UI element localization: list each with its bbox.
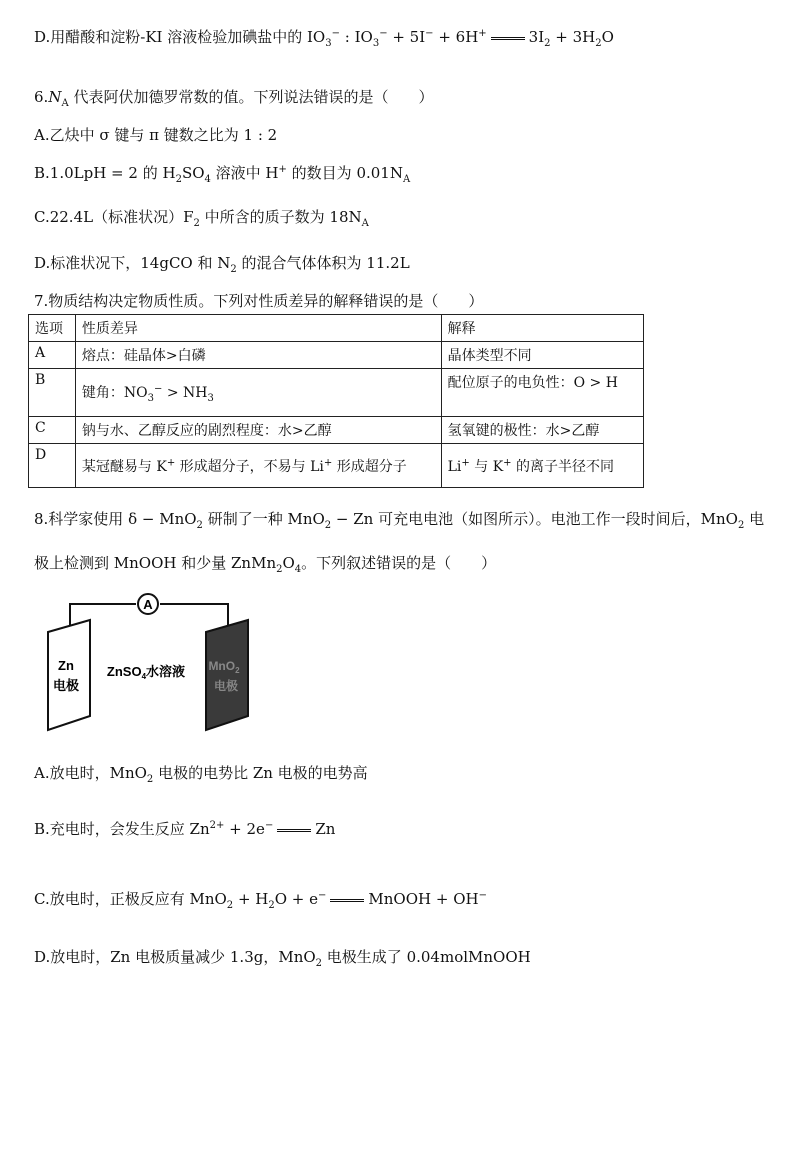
table-header-row [29, 315, 644, 342]
table-header: 选项 [29, 315, 76, 342]
q8-stem-line2: 极上检测到 MnOOH 和少量 $ZnMn_2O_4$。下列叙述错误的是（ ） [34, 554, 497, 575]
equals-sign [330, 899, 364, 902]
table-header: 性质差异 [75, 315, 441, 342]
equals-sign [277, 829, 311, 832]
q8-option-a: A.放电时，MnO$_2$ 电极的电势比 Zn 电极的电势高 [34, 764, 368, 785]
zn-electrode-label: Zn [58, 658, 74, 673]
mno2-electrode [206, 620, 248, 730]
table-row: A 熔点：硅晶体>白磷 晶体类型不同 [29, 342, 644, 369]
q6-option-a: A.乙炔中 σ 键与 π 键数之比为 1 : 2 [34, 126, 278, 144]
q7-table [28, 314, 644, 488]
q8-option-b: B.充电时，会发生反应 $Zn^{2+} + 2e^-$ Zn [34, 820, 336, 838]
q8-option-d: D.放电时，Zn 电极质量减少 1.3g，MnO$_2$ 电极生成了 0.04molMnOOH [34, 948, 531, 969]
table-row: D 某冠醚易与 K+ 形成超分子，不易与 Li+ 形成超分子 Li+ 与 K+ 的离子半径不同 [29, 444, 644, 488]
battery-diagram [38, 592, 268, 742]
q6-option-c: C.22.4L（标准状况）$F_2$ 中所含的质子数为 $18N_A$ [34, 208, 369, 229]
q6-option-d: D.标准状况下，14gCO 和 $N_2$ 的混合气体体积为 11.2L [34, 254, 410, 275]
q8-option-c: C.放电时，正极反应有 $MnO_2 + H_2O + e^-$ MnOOH + OH− [34, 890, 487, 911]
q7-stem: 7.物质结构决定物质性质。下列对性质差异的解释错误的是（ ） [34, 292, 484, 310]
table-row: C 钠与水、乙醇反应的剧烈程度：水>乙醇 氢氧键的极性：水>乙醇 [29, 417, 644, 444]
solution-label: ZnSO$_4$水溶液 [106, 664, 186, 681]
zn-electrode [48, 620, 90, 730]
q6-option-b: B.1.0LpH = 2 的 $H_2SO_4$ 溶液中 H+ 的数目为 $0.01N_A$ [34, 164, 411, 185]
mno2-electrode-label: MnO$_2$ [208, 659, 240, 675]
q5-option-d: D.用醋酸和淀粉-KI 溶液检验加碘盐中的 $IO_3^-$ : $IO_3^- + 5I^- + 6H^+$ $3I_2 + 3H_2O$ [34, 28, 614, 49]
q6-stem: $6.N_A$ 代表阿伏加德罗常数的值。下列说法错误的是（ ） [34, 88, 434, 109]
table-header: 解释 [441, 315, 643, 342]
ammeter-label: A [143, 597, 153, 612]
zn-electrode-label: 电极 [52, 678, 80, 693]
equals-sign [491, 37, 525, 40]
table-row: B 键角：$NO_3^- > NH_3$ 配位原子的电负性：O > H [29, 369, 644, 417]
mno2-electrode-label: 电极 [213, 679, 239, 693]
q8-stem-line1: 8.科学家使用 δ − MnO$_2$ 研制了一种 MnO$_2$ − Zn 可充电电池（如图所示）。电池工作一段时间后，MnO$_2$ 电 [34, 510, 765, 531]
